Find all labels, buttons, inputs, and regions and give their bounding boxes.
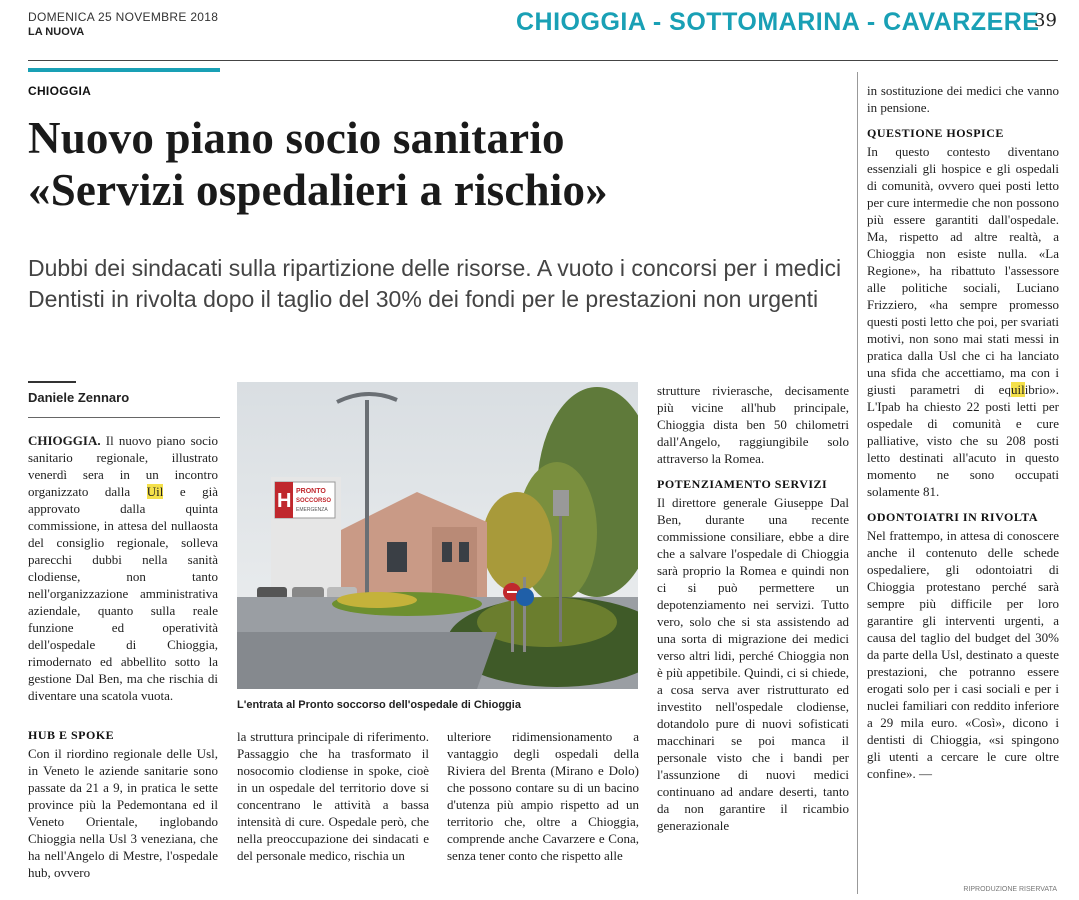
kicker-accent-bar <box>28 68 220 72</box>
subheading-potenziamento: POTENZIAMENTO SERVIZI <box>657 477 828 491</box>
paragraph: ulteriore ridimensionamento a vantaggio degli ospedali della Riviera del Brenta (Mirano e Dolo) che possono contare su di un bacino d'utenza più ampio rispetto ad un territorio che, oltre a Chioggia, comprende anche Cavarzere e Cona, senza tener conto che rispetto alle <box>447 729 639 863</box>
byline-rule <box>28 381 76 383</box>
subheading-hub-spoke: HUB E SPOKE <box>28 728 115 742</box>
column-3-bottom <box>447 728 639 864</box>
column-divider <box>857 72 858 894</box>
edition-date: DOMENICA 25 NOVEMBRE 2018 <box>28 10 219 24</box>
subhead-line-1: Dubbi dei sindacati sulla ripartizione delle risorse. A vuoto i concorsi per i medici <box>28 255 842 281</box>
paragraph: strutture rivierasche, decisamente più vicine all'hub principale, Chioggia dista ben 50 chilometri dall'Angelo, raggiungibile solo attraverso la Romea. <box>657 383 849 466</box>
article-kicker: CHIOGGIA <box>28 84 92 98</box>
paragraph: la struttura principale di riferimento. Passaggio che ha trasformato il nosocomio clodiense in spoke, cioè in un ospedale del territorio dove si concentrano le attività a bassa intensità di cure. Ospedale però, che nella preoccupazione dei sindacati e del personale medico, rischia un <box>237 729 429 863</box>
section-title: CHIOGGIA - SOTTOMARINA - CAVARZERE <box>516 8 1040 36</box>
hospital-entrance-image <box>237 382 638 689</box>
headline-line-2: «Servizi ospedalieri a rischio» <box>28 165 608 215</box>
sign-h-letter: H <box>277 490 292 512</box>
copyright-watermark: RIPRODUZIONE RISERVATA <box>963 886 1057 893</box>
byline: Daniele Zennaro <box>28 390 130 405</box>
lead-paragraph: CHIOGGIA. Il nuovo piano socio sanitario regionale, illustrato venerdì sera in un incontro organizzato dalla Uil e già approvato dalla quinta commissione, in attesa del nullaosta del consiglio regionale, solleva parecchi dubbi nella sanità clodiense, non tanto nell'organizzazione amministrativa aziendale, quanto sulla reale funzione ed operatività dell'ospedale di Chioggia, rimodernato ed abbellito sotto la gestione Dal Ben, ma che rischia di diventare una scatola vuota. <box>28 433 219 703</box>
column-2-bottom <box>237 728 429 864</box>
sign-text-2: SOCCORSO <box>296 498 332 504</box>
headline <box>28 112 858 216</box>
highlight-uil-2: uil <box>1010 382 1025 397</box>
subheadline <box>28 253 858 315</box>
byline-divider <box>28 417 220 418</box>
column-5 <box>867 82 1059 782</box>
sign-text-3: EMERGENZA <box>296 507 328 513</box>
column-1-bottom <box>28 728 218 881</box>
photo-caption: L'entrata al Pronto soccorso dell'ospedale di Chioggia <box>237 699 521 711</box>
column-1-lead <box>28 432 218 704</box>
highlight-uil: Uil <box>146 484 164 499</box>
paragraph: in sostituzione dei medici che vanno in pensione. <box>867 83 1059 115</box>
page-number: 39 <box>1034 10 1057 31</box>
column-4 <box>657 382 849 834</box>
masthead-divider <box>28 60 1058 61</box>
paragraph: Nel frattempo, in attesa di conoscere anche il contenuto delle schede ospedaliere, gli odontoiatri di Chioggia protestano perché sarà sempre più difficile per loro garantire gli interventi urgenti, a causa del taglio del budget del 30% da parte della Usl, destinato a queste prestazioni, che potranno essere erogati solo per i casi sociali e per i nuclei familiari con reddito inferiore a 29 mila euro. «Così», dicono i dentisti di Chioggia, «si spingono gli utenti a cercare le cure oltre confine». — <box>867 528 1059 781</box>
paragraph: In questo contesto diventano essenziali gli hospice e gli ospedali di comunità, ovvero quei posti letto per cure intermedie che non possono più essere garantiti dall'ospedale. Ma, rispetto ad altre realtà, a Chioggia non esiste nulla. «La Regione», ha ribattuto l'assessore alle politiche sociali, Luciano Frizziero, «ha sempre promesso questi posti letto che poi, per svariati motivi, non sono mai stati messi in pratica dalla Usl che ci ha lanciato una sfida che accettiamo, ma con i giusti parametri di equilibrio». L'Ipab ha chiesto 22 posti letti per ospedale di comunità e cure palliative, visto che su 208 posti letto destinati all'acuto in questo momento ne sono occupati solamente 81. <box>867 144 1059 499</box>
headline-line-1: Nuovo piano socio sanitario <box>28 113 565 163</box>
lead-dateline: CHIOGGIA. <box>28 433 101 448</box>
hospital-photo <box>237 382 638 689</box>
paragraph: Con il riordino regionale delle Usl, in Veneto le aziende sanitarie sono passate da 21 a 9, in pratica le sette province più la Pedemontana ed il Veneto Orientale, inglobando Chioggia nella Usl 3 veneziana, che ha nell'Angelo di Mestre, l'ospedale hub, ovvero <box>28 746 218 880</box>
subhead-line-2: Dentisti in rivolta dopo il taglio del 30% dei fondi per le prestazioni non urgenti <box>28 286 819 312</box>
paragraph: Il direttore generale Giuseppe Dal Ben, durante una recente commissione consiliare, ebbe a dire che a salvare l'ospedale di Chioggia sarà proprio la Romea e quindi non ci si può permettere un depotenziamento nei servizi. Tutto vero, solo che si sta assistendo ad una sorta di migrazione dei medici verso altri lidi, perché Chioggia non è più appetibile. Quindi, ci si chiede, a cosa serva aver ristrutturato ed investito nell'ospedale clodiense, dotandolo pure di nuovi sofisticati macchinari se poi manca il personale visto che i bandi per l'assunzione di nuovi medici continuano ad andare deserti, tanto da non garantire il ricambio generazionale <box>657 495 849 833</box>
sign-text-1: PRONTO <box>296 488 326 495</box>
newspaper-name: LA NUOVA <box>28 26 85 38</box>
subheading-hospice: QUESTIONE HOSPICE <box>867 126 1004 140</box>
subheading-odontoiatri: ODONTOIATRI IN RIVOLTA <box>867 510 1039 524</box>
